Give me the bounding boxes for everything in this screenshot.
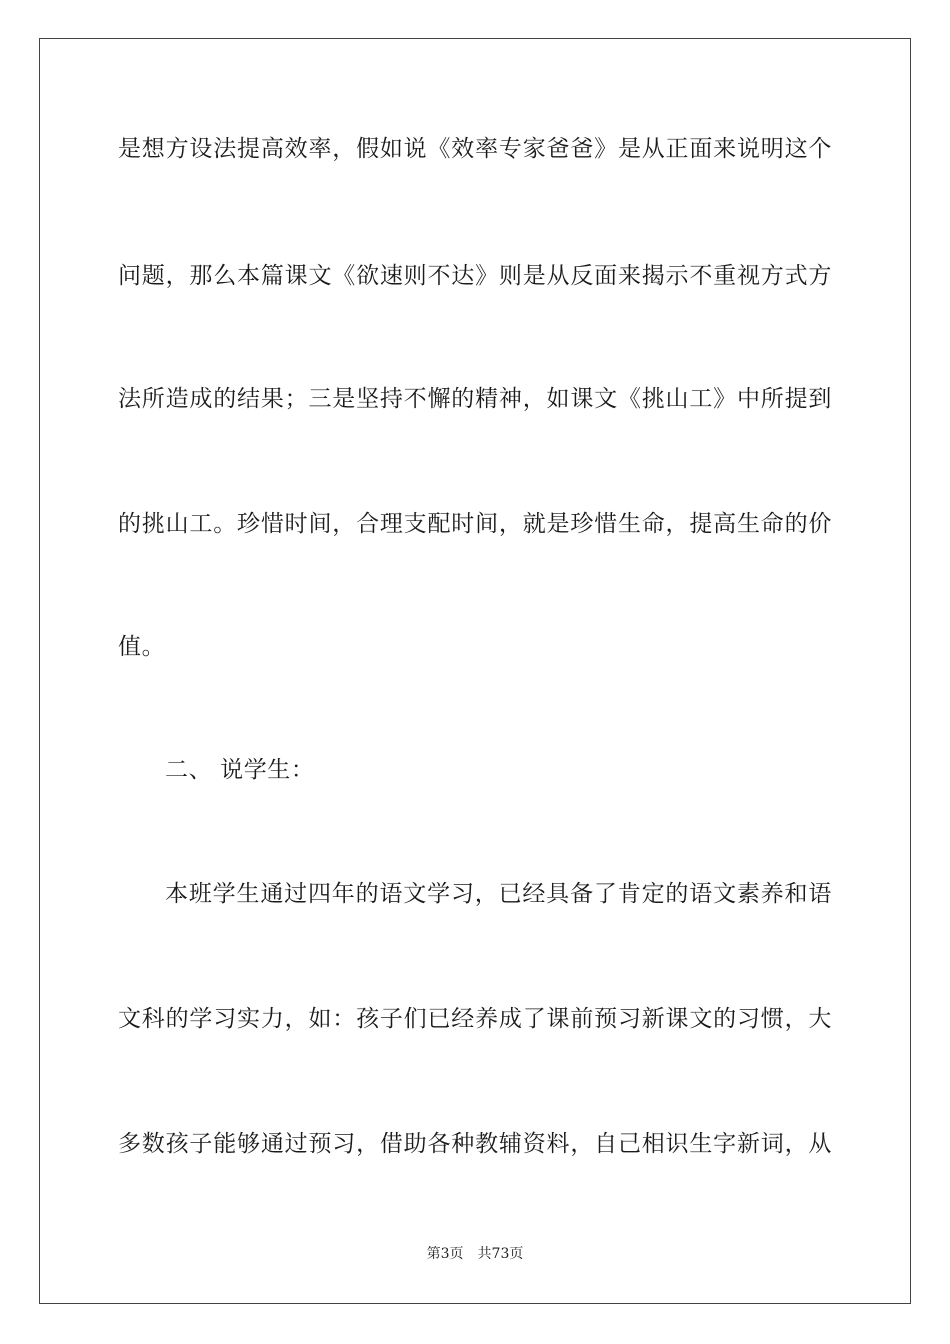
text-line: 的挑山工。珍惜时间，合理支配时间，就是珍惜生命，提高生命的价 [118, 511, 832, 537]
text-line: 值。 [118, 634, 166, 660]
page-border [39, 38, 911, 1304]
text-line: 文科的学习实力，如：孩子们已经养成了课前预习新课文的习惯，大 [118, 1006, 832, 1032]
text-line: 问题，那么本篇课文《欲速则不达》则是从反面来揭示不重视方式方 [118, 263, 832, 289]
text-line: 多数孩子能够通过预习，借助各种教辅资料，自己相识生字新词，从 [118, 1131, 832, 1157]
text-line: 法所造成的结果；三是坚持不懈的精神，如课文《挑山工》中所提到 [118, 386, 832, 412]
page-total: 共73页 [477, 1246, 524, 1262]
text-line: 是想方设法提高效率，假如说《效率专家爸爸》是从正面来说明这个 [118, 136, 832, 162]
page-footer [0, 1245, 950, 1263]
text-line: 本班学生通过四年的语文学习，已经具备了肯定的语文素养和语 [165, 881, 832, 907]
page-number: 第3页 [426, 1246, 464, 1262]
section-heading: 二、 说学生： [165, 757, 315, 783]
